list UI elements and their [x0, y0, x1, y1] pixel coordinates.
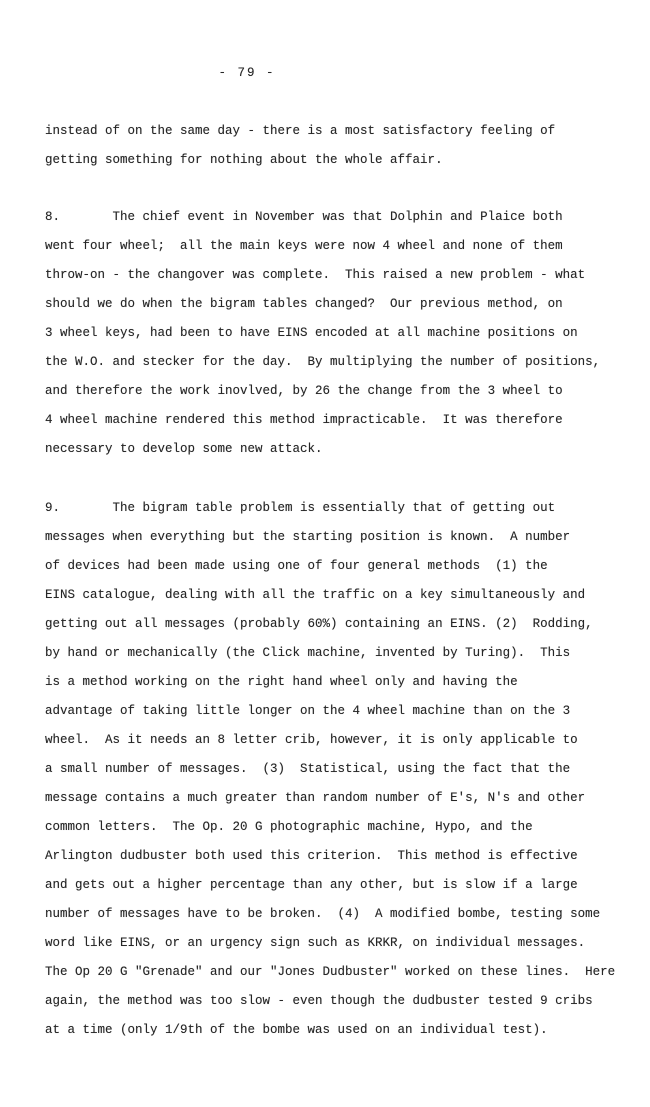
- text-line: 4 wheel machine rendered this method impracticable. It was therefore: [45, 413, 563, 427]
- text-line: Arlington dudbuster both used this criterion. This method is effective: [45, 849, 578, 863]
- text-line: common letters. The Op. 20 G photographic machine, Hypo, and the: [45, 820, 533, 834]
- text-line: at a time (only 1/9th of the bombe was used on an individual test).: [45, 1023, 548, 1037]
- text-line: getting out all messages (probably 60%) containing an EINS. (2) Rodding,: [45, 617, 593, 631]
- text-line: and gets out a higher percentage than any other, but is slow if a large: [45, 878, 578, 892]
- text-line: advantage of taking little longer on the 4 wheel machine than on the 3: [45, 704, 571, 718]
- text-line: The Op 20 G "Grenade" and our "Jones Dudbuster" worked on these lines. Here: [45, 965, 616, 979]
- text-line: a small number of messages. (3) Statistical, using the fact that the: [45, 762, 571, 776]
- text-line: 9. The bigram table problem is essentially that of getting out: [45, 501, 556, 515]
- text-line: word like EINS, or an urgency sign such as KRKR, on individual messages.: [45, 936, 586, 950]
- paragraph-continuation: [45, 117, 620, 175]
- paragraph-8: [45, 203, 620, 464]
- text-line: getting something for nothing about the whole affair.: [45, 153, 443, 167]
- text-line: number of messages have to be broken. (4) A modified bombe, testing some: [45, 907, 601, 921]
- text-line: messages when everything but the starting position is known. A number: [45, 530, 571, 544]
- text-line: 8. The chief event in November was that Dolphin and Plaice both: [45, 210, 563, 224]
- text-line: of devices had been made using one of four general methods (1) the: [45, 559, 548, 573]
- text-line: by hand or mechanically (the Click machine, invented by Turing). This: [45, 646, 571, 660]
- text-line: necessary to develop some new attack.: [45, 442, 323, 456]
- text-line: the W.O. and stecker for the day. By multiplying the number of positions,: [45, 355, 601, 369]
- text-line: wheel. As it needs an 8 letter crib, however, it is only applicable to: [45, 733, 578, 747]
- text-line: should we do when the bigram tables changed? Our previous method, on: [45, 297, 563, 311]
- text-line: throw-on - the changover was complete. This raised a new problem - what: [45, 268, 586, 282]
- text-line: 3 wheel keys, had been to have EINS encoded at all machine positions on: [45, 326, 578, 340]
- text-line: EINS catalogue, dealing with all the traffic on a key simultaneously and: [45, 588, 586, 602]
- text-line: and therefore the work inovlved, by 26 the change from the 3 wheel to: [45, 384, 563, 398]
- page-number: - 79 -: [218, 66, 276, 80]
- text-line: instead of on the same day - there is a most satisfactory feeling of: [45, 124, 556, 138]
- text-line: went four wheel; all the main keys were now 4 wheel and none of them: [45, 239, 563, 253]
- text-line: again, the method was too slow - even though the dudbuster tested 9 cribs: [45, 994, 593, 1008]
- paragraph-9: [45, 494, 620, 1045]
- text-line: is a method working on the right hand wheel only and having the: [45, 675, 518, 689]
- text-line: message contains a much greater than random number of E's, N's and other: [45, 791, 586, 805]
